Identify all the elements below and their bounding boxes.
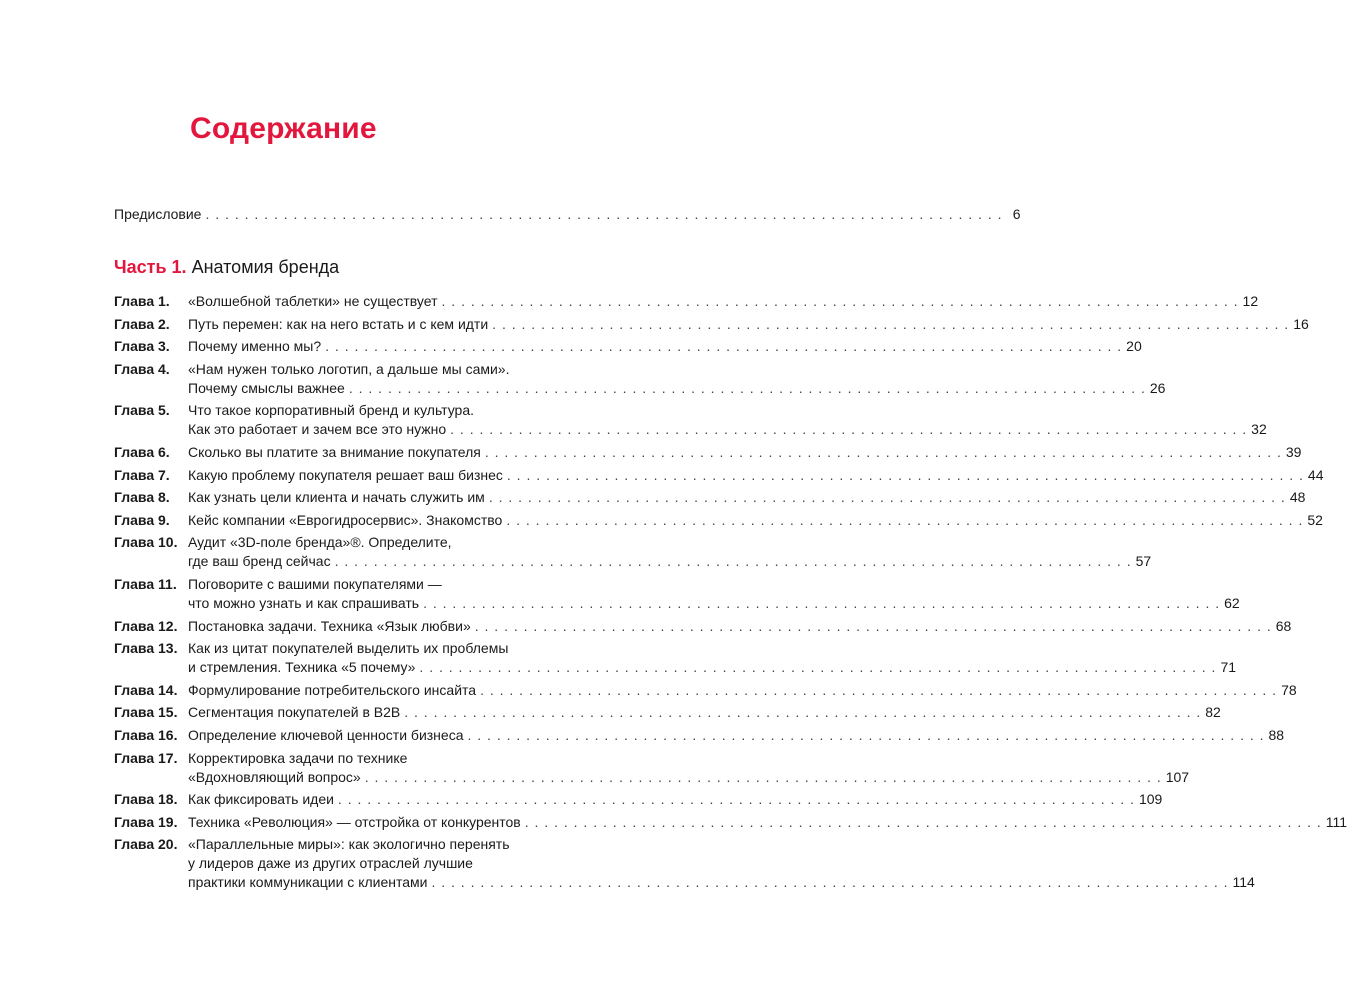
chapter-title-line: Сегментация покупателей в B2B: [188, 704, 401, 721]
chapter-title-last-line: [188, 726, 1284, 745]
chapter-title-block: [188, 749, 1189, 787]
part-heading: [114, 257, 339, 278]
chapter-title-last-line: [188, 315, 1309, 334]
chapter-title-line: Поговорите с вашими покупателями —: [188, 575, 442, 592]
chapter-title-last-line: [188, 552, 1151, 571]
chapter-page-number: 52: [1307, 511, 1323, 528]
chapter-title-line: Сколько вы платите за внимание покупателя: [188, 443, 481, 460]
chapter-label: Глава 4.: [114, 360, 170, 377]
preface-title: Предисловие: [114, 206, 202, 222]
dot-leader: [325, 337, 1122, 356]
chapter-title-block: [188, 835, 1255, 892]
chapter-page-number: 26: [1149, 379, 1166, 396]
dot-leader: [507, 466, 1304, 485]
chapter-title-last-line: [188, 337, 1142, 356]
chapter-title-block: [188, 511, 1323, 530]
chapter-title-last-line: [188, 292, 1258, 311]
dot-leader: [525, 813, 1322, 832]
chapter-label: Глава 17.: [114, 749, 178, 766]
toc-entry-chapter[interactable]: [114, 617, 1292, 636]
chapter-label: Глава 11.: [114, 575, 177, 592]
chapter-title-last-line: [188, 420, 1267, 439]
preface-page-number: 6: [1012, 206, 1021, 222]
dot-leader: [349, 379, 1146, 398]
chapter-label: Глава 20.: [114, 836, 178, 853]
chapter-title-line: Постановка задачи. Техника «Язык любви»: [188, 617, 471, 634]
chapter-label: Глава 12.: [114, 617, 178, 634]
chapter-page-number: 109: [1138, 791, 1163, 808]
chapter-title-line: Как узнать цели клиента и начать служить им: [188, 489, 485, 506]
part-number: Часть 1.: [114, 257, 187, 277]
chapter-label: Глава 18.: [114, 791, 178, 808]
chapter-page-number: 16: [1293, 315, 1309, 332]
page-title: Содержание: [190, 112, 377, 145]
dot-leader: [468, 726, 1265, 745]
chapter-title-line: Аудит «3D-поле бренда»®. Определите,: [188, 534, 452, 551]
chapter-label: Глава 14.: [114, 681, 178, 698]
chapter-title-block: [188, 360, 1165, 398]
chapter-title-block: [188, 703, 1221, 722]
toc-entry-chapter[interactable]: [114, 639, 1237, 677]
chapter-title-block: [188, 337, 1142, 356]
toc-entry-chapter[interactable]: [114, 315, 1309, 334]
toc-entry-chapter[interactable]: [114, 337, 1142, 356]
chapter-title-last-line: [188, 466, 1323, 485]
chapter-title-line: «Параллельные миры»: как экологично перенять: [188, 836, 510, 853]
dot-leader: [480, 681, 1277, 700]
chapter-page-number: 57: [1135, 553, 1152, 570]
chapter-title-line: «Вдохновляющий вопрос»: [188, 768, 361, 785]
dot-leader: [338, 790, 1135, 809]
dot-leader: [205, 206, 1002, 222]
chapter-title-line: Кейс компании «Еврогидросервис». Знакомство: [188, 511, 503, 528]
chapter-label: Глава 7.: [114, 466, 170, 483]
chapter-label: Глава 2.: [114, 315, 170, 332]
chapter-label: Глава 19.: [114, 813, 178, 830]
chapter-title-line: Путь перемен: как на него встать и с кем идти: [188, 315, 489, 332]
dot-leader: [423, 594, 1220, 613]
chapter-title-block: [188, 292, 1258, 311]
toc-entry-chapter[interactable]: [114, 401, 1267, 439]
chapter-title-line: Какую проблему покупателя решает ваш бизнес: [188, 466, 503, 483]
chapter-title-block: [188, 726, 1284, 745]
chapter-label: Глава 10.: [114, 534, 178, 551]
toc-entry-chapter[interactable]: [114, 466, 1324, 485]
toc-entry-chapter[interactable]: [114, 533, 1152, 571]
chapter-title-last-line: [188, 768, 1189, 787]
toc-entry-chapter[interactable]: [114, 681, 1297, 700]
chapter-title-block: [188, 466, 1323, 485]
toc-entry-chapter[interactable]: [114, 360, 1166, 398]
dot-leader: [442, 292, 1239, 311]
chapter-page-number: 107: [1165, 768, 1190, 785]
chapter-page-number: 78: [1281, 681, 1297, 698]
chapter-title-line: Что такое корпоративный бренд и культура.: [188, 402, 475, 419]
chapter-title-last-line: [188, 658, 1236, 677]
toc-entry-chapter[interactable]: [114, 835, 1255, 892]
chapter-label: Глава 8.: [114, 489, 170, 506]
chapter-title-line: что можно узнать и как спрашивать: [188, 594, 420, 611]
chapter-title-last-line: [188, 790, 1162, 809]
chapter-title-block: [188, 533, 1151, 571]
chapter-page-number: 20: [1126, 338, 1142, 355]
chapter-page-number: 12: [1242, 293, 1259, 309]
chapter-title-line: Техника «Революция» — отстройка от конкурентов: [188, 813, 521, 830]
toc-entry-chapter[interactable]: [114, 749, 1190, 787]
chapter-title-line: Почему смыслы важнее: [188, 379, 345, 396]
toc-entry-chapter[interactable]: [114, 292, 1259, 311]
dot-leader: [475, 617, 1272, 636]
chapter-page-number: 32: [1251, 421, 1267, 438]
chapter-title-line: Как фиксировать идеи: [188, 791, 334, 808]
chapter-label: Глава 15.: [114, 704, 178, 721]
chapter-label: Глава 3.: [114, 338, 170, 355]
part-name: Анатомия бренда: [191, 257, 340, 277]
toc-entry-chapter[interactable]: [114, 488, 1306, 507]
chapter-page-number: 88: [1268, 726, 1285, 743]
chapter-title-last-line: [188, 703, 1221, 722]
dot-leader: [365, 768, 1162, 787]
chapter-title-line: «Нам нужен только логотип, а дальше мы сами».: [188, 360, 510, 377]
dot-leader: [489, 488, 1286, 507]
chapter-page-number: 82: [1205, 704, 1221, 721]
toc-entry-chapter[interactable]: [114, 575, 1240, 613]
chapter-title-last-line: [188, 594, 1240, 613]
chapter-title-last-line: [188, 443, 1301, 462]
chapter-page-number: 68: [1275, 617, 1292, 634]
chapter-title-line: Как это работает и зачем все это нужно: [188, 421, 447, 438]
chapter-title-line: Формулирование потребительского инсайта: [188, 681, 477, 698]
chapter-title-block: [188, 401, 1267, 439]
chapter-title-block: [188, 488, 1305, 507]
chapter-title-block: [188, 790, 1162, 809]
chapter-list: [114, 292, 1347, 896]
chapter-label: Глава 5.: [114, 402, 170, 419]
chapter-title-block: [188, 575, 1240, 613]
chapter-page-number: 48: [1289, 489, 1306, 506]
chapter-title-last-line: [188, 511, 1323, 530]
toc-entry-chapter[interactable]: [114, 726, 1285, 745]
chapter-title-block: [188, 315, 1309, 334]
chapter-title-block: [188, 443, 1301, 462]
dot-leader: [431, 873, 1228, 892]
toc-entry-preface[interactable]: [114, 206, 1021, 222]
dot-leader: [485, 443, 1282, 462]
chapter-label: Глава 1.: [114, 293, 170, 309]
chapter-title-line: у лидеров даже из других отраслей лучшие: [188, 855, 473, 872]
toc-entry-chapter[interactable]: [114, 703, 1221, 722]
chapter-title-last-line: [188, 617, 1291, 636]
chapter-page-number: 44: [1307, 466, 1324, 483]
chapter-page-number: 62: [1224, 594, 1240, 611]
dot-leader: [419, 658, 1216, 677]
chapter-title-line: Корректировка задачи по технике: [188, 749, 408, 766]
chapter-page-number: 114: [1232, 874, 1255, 891]
chapter-title-block: [188, 639, 1236, 677]
toc-entry-chapter[interactable]: [114, 813, 1347, 832]
chapter-label: Глава 13.: [114, 640, 178, 657]
chapter-title-last-line: [188, 379, 1165, 398]
chapter-label: Глава 16.: [114, 726, 178, 743]
chapter-title-block: [188, 813, 1347, 832]
chapter-title-last-line: [188, 681, 1297, 700]
toc-entry-chapter[interactable]: [114, 790, 1163, 809]
chapter-page-number: 111: [1325, 813, 1347, 830]
chapter-page-number: 39: [1285, 443, 1302, 460]
dot-leader: [450, 420, 1247, 439]
dot-leader: [404, 703, 1201, 722]
chapter-title-last-line: [188, 813, 1347, 832]
toc-entry-chapter[interactable]: [114, 511, 1323, 530]
toc-entry-chapter[interactable]: [114, 443, 1302, 462]
chapter-title-line: «Волшебной таблетки» не существует: [188, 293, 438, 309]
chapter-title-line: Почему именно мы?: [188, 338, 322, 355]
chapter-title-line: где ваш бренд сейчас: [188, 553, 331, 570]
chapter-title-line: и стремления. Техника «5 почему»: [188, 659, 416, 676]
chapter-title-last-line: [188, 873, 1255, 892]
chapter-title-line: практики коммуникации с клиентами: [188, 874, 428, 891]
chapter-label: Глава 9.: [114, 511, 170, 528]
dot-leader: [335, 552, 1132, 571]
chapter-title-line: Как из цитат покупателей выделить их проблемы: [188, 640, 509, 657]
chapter-title-block: [188, 681, 1297, 700]
chapter-title-line: Определение ключевой ценности бизнеса: [188, 726, 464, 743]
dot-leader: [492, 315, 1289, 334]
dot-leader: [506, 511, 1303, 530]
chapter-title-block: [188, 617, 1291, 636]
chapter-title-last-line: [188, 488, 1305, 507]
chapter-page-number: 71: [1220, 659, 1237, 676]
chapter-label: Глава 6.: [114, 443, 170, 460]
